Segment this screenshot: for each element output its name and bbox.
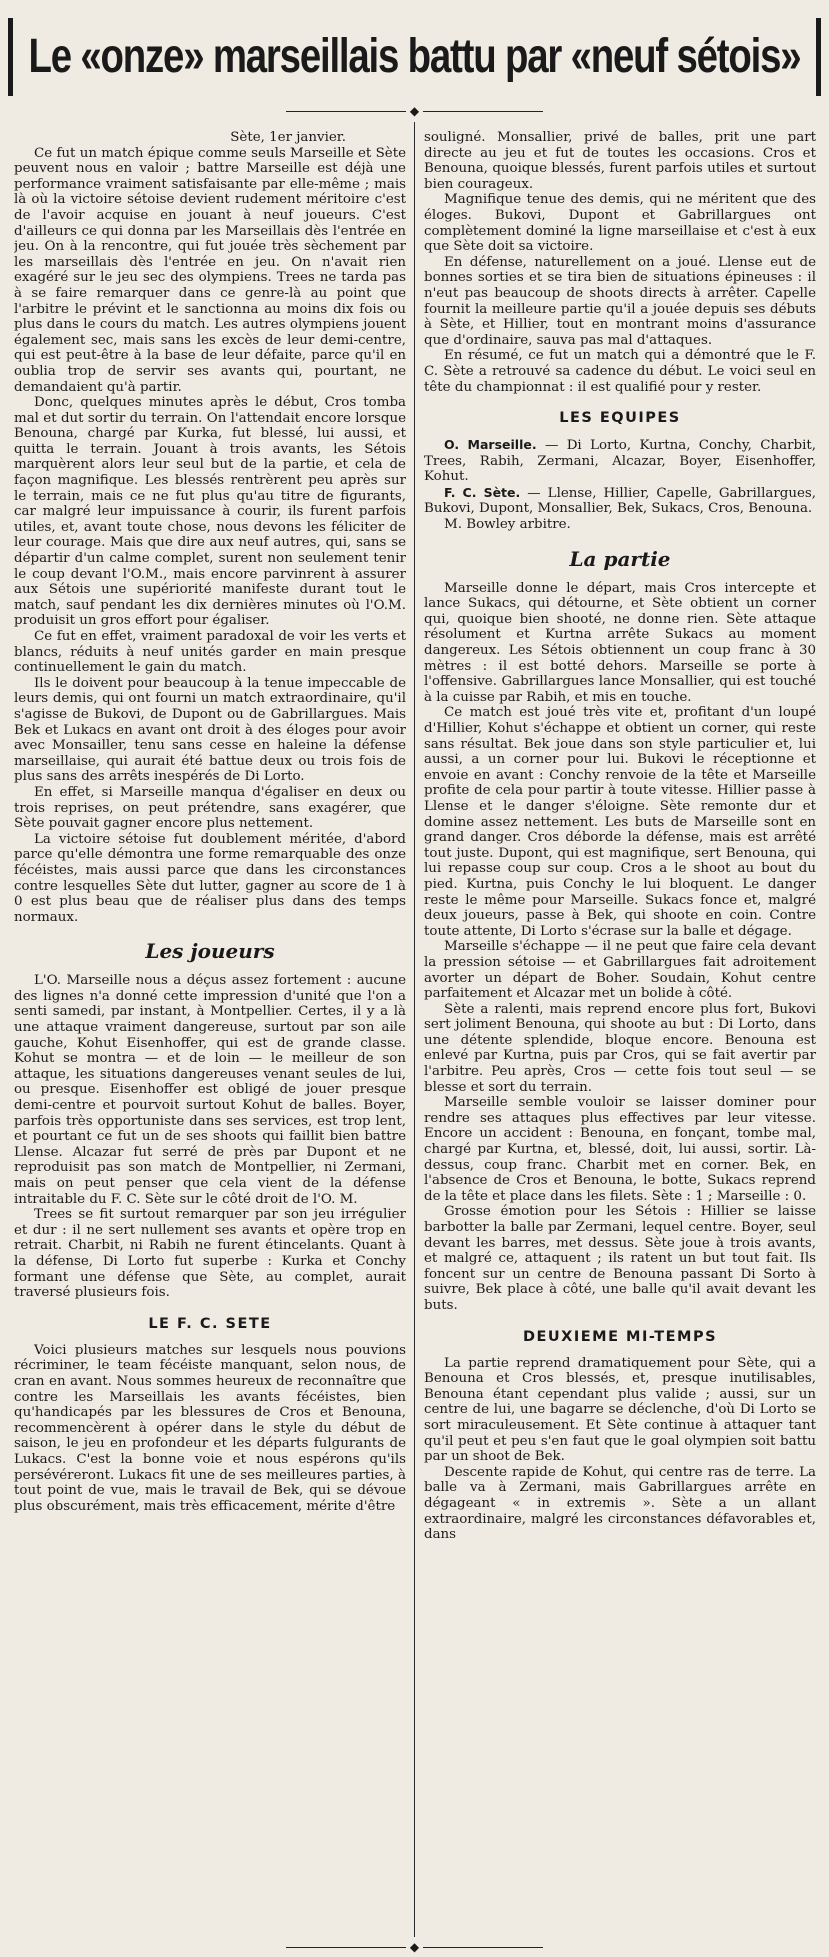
right-column bbox=[424, 130, 816, 1937]
ornament-diamond-icon: ◆ bbox=[409, 1940, 420, 1954]
section-heading-fc-sete: LE F. C. SETE bbox=[148, 1315, 272, 1332]
paragraph: Voici plusieurs matches sur lesquels nous pouvions récriminer, le team fécéiste manquant, selon nous, de cran en avant. Nous sommes heureux de reconnaître que contre les Marseillais les avants fécéistes, bien qu'handicapés par les blessures de Cros et Benouna, recommencèrent à opérer dans le style du début de saison, le jeu en profondeur et les départs fulgurants de Lukacs. C'est la bonne voie et nous espérons qu'ils persévéreront. Lukacs fit une de ses meilleures parties, à tout point de vue, mais le travail de Bek, qui se dévoue plus obscurément, mais très efficacement, mérite d'être bbox=[14, 1342, 406, 1514]
paragraph: Ce fut en effet, vraiment paradoxal de voir les verts et blancs, réduits à neuf unités garder en main presque continuellement le gain du match. bbox=[14, 629, 406, 676]
paragraph: Donc, quelques minutes après le début, Cros tomba mal et dut sortir du terrain. On l'attendait encore lorsque Benouna, chargé par Kurka, fut blessé, lui aussi, et quitta le terrain. Jouant à trois avants, les Sétois marquèrent alors leur seul but de la partie, et cela de façon magnifique. Les blessés rentrèrent peu après sur le terrain, mais ce ne fut plus qu'au titre de figurants, car malgré leur impuissance à courir, ils furent parfois utiles, et, avant toute chose, nous devons les féliciter de leur courage. Mais que dire aux neuf autres, qui, sans se départir d'un calme complet, surent non seulement tenir le coup devant l'O.M., mais encore parvinrent à assurer aux Sétois une supériorité manifeste durant tout le match, sauf pendant les dix dernières minutes où l'O.M. produisit un gros effort pour égaliser. bbox=[14, 395, 406, 629]
footer-ornament bbox=[0, 1940, 829, 1954]
paragraph: En effet, si Marseille manqua d'égaliser en deux ou trois reprises, on peut prétendre, sans exagérer, que Sète pouvait gagner encore plus nettement. bbox=[14, 784, 406, 832]
paragraph: Descente rapide de Kohut, qui centre ras de terre. La balle va à Zermani, mais Gabrillargues arrête en dégageant « in extremis ». Sète a un allant extraordinaire, malgré les circonstances défavorables et, dans bbox=[424, 1464, 816, 1543]
ornament-rule bbox=[423, 1947, 543, 1948]
team-lineup-sete bbox=[424, 485, 816, 517]
paragraph: La partie reprend dramatiquement pour Sète, qui a Benouna et Cros blessés, et, presque inutilisables, Benouna étant cependant plus valide ; aussi, sur un centre de lui, une bagarre se déclenche, d'où Di Lorto se sort miraculeusement. Et Sète continue à attaquer tant qu'il peut et peu s'en faut que le goal olympien soit battu par un shoot de Bek. bbox=[424, 1355, 816, 1465]
paragraph: En défense, naturellement on a joué. Llense eut de bonnes sorties et se tira bien de situations épineuses : il n'eut pas beaucoup de shoots directs à arrêter. Capelle fournit la meilleure partie qu'il a jouée depuis ses débuts à Sète, et Hillier, tout en montrant moins d'assurance que d'ordinaire, sauva pas mal d'attaques. bbox=[424, 254, 816, 348]
team-lineup-marseille bbox=[424, 437, 816, 485]
section-heading-deuxieme-mi-temps: DEUXIEME MI-TEMPS bbox=[522, 1328, 718, 1345]
column-divider bbox=[414, 122, 415, 1937]
ornament-rule bbox=[286, 111, 406, 112]
section-heading-equipes: LES EQUIPES bbox=[559, 410, 681, 427]
team-players: — Llense, Hillier, Capelle, Gabrillargues, Bukovi, Dupont, Monsallier, Bek, Sukacs, Cros, Benouna. bbox=[424, 485, 816, 517]
paragraph: Grosse émotion pour les Sétois : Hillier se laisse barbotter la balle par Zermani, lequel centre. Boyer, seul devant les barres, met dessus. Sète joue à trois avants, et malgré ce, attaquent ; ils ratent un but tout fait. Ils foncent sur un centre de Benouna passant Di Sorto à suivre, Bek place à côté, une balle qu'il avait devant les buts. bbox=[424, 1204, 816, 1313]
paragraph: Ils le doivent pour beaucoup à la tenue impeccable de leurs demis, qui ont fourni un match extraordinaire, qu'il s'agisse de Bukovi, de Dupont ou de Gabrillargues. Mais Bek et Lukacs en avant ont droit à des éloges pour avoir avec Monsailler, tenu sans cesse en haleine la défense marseillaise, qui aurait été battue deux ou trois fois de plus sans des arrêts inespérés de Di Lorto. bbox=[14, 675, 406, 785]
section-heading-joueurs: Les joueurs bbox=[145, 939, 275, 964]
paragraph: Sète a ralenti, mais reprend encore plus fort, Bukovi sert joliment Benouna, qui shoote au but : Di Lorto, dans une détente splendide, bloque encore. Benouna est enlevé par Kurtna, puis par Cros, qui se fait avertir par l'arbitre. Peu après, Cros — cette fois tout seul — se blesse et sort du terrain. bbox=[424, 1001, 816, 1095]
title-ornament bbox=[0, 104, 829, 118]
team-name: F. C. Sète. bbox=[444, 484, 521, 500]
paragraph: L'O. Marseille nous a déçus assez fortement : aucune des lignes n'a donné cette impression d'unité que l'on a senti samedi, par instant, à Montpellier. Certes, il y a là une attaque vraiment dangereuse, surtout par son aile gauche, Kohut Eisenhoffer, qui est de grande classe. Kohut se montra — et de loin — le meilleur de son attaque, les situations dangereuses venant seules de lui, ou presque. Eisenhoffer est obligé de jouer presque demi-centre et pourvoit surtout Kohut de balles. Boyer, parfois très opportuniste dans ses services, est trop lent, et pourtant ce fut un de ses shoots qui faillit bien battre Llense. Alcazar fut serré de près par Dupont et ne reproduisit pas son match de Montpellier, ni Zermani, mais on peut penser que cela vient de la défense intraitable du F. C. Sète sur le côté droit de l'O. M. bbox=[14, 973, 406, 1207]
team-name: O. Marseille. bbox=[444, 437, 537, 453]
paragraph: Trees se fit surtout remarquer par son jeu irrégulier et dur : il ne sert nullement ses avants et opère trop en retrait. Charbit, ni Rabih ne furent étincelants. Quant à la défense, Di Lorto fut superbe : Kurka et Conchy formant une défense que Sète, au complet, aurait traversé plusieurs fois. bbox=[14, 1207, 406, 1301]
paragraph: Marseille s'échappe — il ne peut que faire cela devant la pression sétoise — et Gabrillargues fait adroitement avorter un départ de Boher. Soudain, Kohut centre parfaitement et Alcazar met un bolide à côté. bbox=[424, 939, 816, 1002]
referee-line: M. Bowley arbitre. bbox=[444, 517, 571, 533]
section-heading-partie: La partie bbox=[569, 546, 671, 571]
left-column bbox=[14, 130, 406, 1937]
paragraph: Magnifique tenue des demis, qui ne méritent que des éloges. Bukovi, Dupont et Gabrillargues ont complètement dominé la ligne marseillaise et c'est à eux que Sète doit sa victoire. bbox=[424, 192, 816, 255]
ornament-rule bbox=[286, 1947, 406, 1948]
headline-frame bbox=[8, 18, 821, 96]
team-players: — Di Lorto, Kurtna, Conchy, Charbit, Trees, Rabih, Zermani, Alcazar, Boyer, Eisenhoffer, Kohut. bbox=[424, 438, 816, 485]
paragraph: La victoire sétoise fut doublement méritée, d'abord parce qu'elle démontra une forme remarquable des onze fécéistes, mais aussi parce que dans les circonstances contre lesquelles Sète dut lutter, gagner au score de 1 à 0 est plus beau que de réaliser plus dans des temps normaux. bbox=[14, 831, 406, 925]
paragraph: Ce fut un match épique comme seuls Marseille et Sète peuvent nous en valoir ; battre Marseille est déjà une performance vraiment satisfaisante par elle-même ; mais là où la victoire sétoise devient rudement méritoire c'est de l'avoir acquise en jouant à neuf joueurs. C'est d'ailleurs ce qui donna par les Marseillais dès l'entrée en jeu. On à la rencontre, qui fut jouée très sèchement par les marseillais dès l'entrée en jeu. On n'avait rien exagéré sur le jeu sec des olympiens. Trees ne tarda pas à se faire remarquer dans ce genre-là au point que l'arbitre le prévint et le sanctionna au moins dix fois ou plus dans le cours du match. Les autres olympiens jouent également sec, mais sans les excès de leur demi-centre, qui est peut-être à la base de leur défaite, parce qu'il en oublia trop de servir ses avants qui, pourtant, ne demandaient qu'à partir. bbox=[14, 145, 406, 395]
paragraph: Marseille semble vouloir se laisser dominer pour rendre ses attaques plus effectives par leur vitesse. Encore un accident : Benouna, en fonçant, tombe mal, chargé par Kurtna, et, blessé, doit, lui aussi, sortir. Là-dessus, coup franc. Charbit met en corner. Bek, en l'absence de Cros et Benouna, le botte, Sukacs reprend de la tête et place dans les filets. Sète : 1 ; Marseille : 0. bbox=[424, 1095, 816, 1204]
ornament-diamond-icon: ◆ bbox=[409, 104, 420, 118]
headline: Le «onze» marseillais battu par «neuf sétois» bbox=[28, 30, 801, 83]
paragraph: En résumé, ce fut un match qui a démontré que le F. C. Sète a retrouvé sa cadence du début. Le voici seul en tête du championnat : il est qualifié pour y rester. bbox=[424, 348, 816, 395]
paragraph: souligné. Monsallier, privé de balles, prit une part directe au jeu et fut de toutes les occasions. Cros et Benouna, quoique blessés, furent parfois utiles et surtout bien courageux. bbox=[424, 130, 816, 192]
paragraph: Ce match est joué très vite et, profitant d'un loupé d'Hillier, Kohut s'échappe et obtient un corner, qui reste sans résultat. Bek joue dans son style particulier et, lui aussi, a un corner pour lui. Bukovi le réceptionne et envoie en avant : Conchy renvoie de la tête et Marseille profite de cela pour partir à toute vitesse. Hillier passe à Llense et le danger s'éloigne. Sète remonte dur et domine assez nettement. Les buts de Marseille sont en grand danger. Cros déborde la défense, mais est arrêté tout juste. Dupont, qui est magnifique, sert Benouna, qui lui repasse coup sur coup. Cros a le shoot au bout du pied. Kurtna, puis Conchy le lui bloquent. Le danger reste le même pour Marseille. Sukacs fonce et, malgré deux joueurs, passe à Bek, qui shoote en coin. Contre toute attente, Di Lorto s'écrase sur la balle et dégage. bbox=[424, 705, 816, 939]
paragraph: Marseille donne le départ, mais Cros intercepte et lance Sukacs, qui détourne, et Sète obtient un corner qui, quoique bien shooté, ne donne rien. Sète attaque résolument et Kurtna arrête Sukacs au moment dangereux. Les Sétois obtiennent un coup franc à 30 mètres : il est botté dehors. Marseille se porte à l'offensive. Gabrillargues lance Monsallier, qui est touché à la cuisse par Rabih, et mis en touche. bbox=[424, 580, 816, 705]
dateline: Sète, 1er janvier. bbox=[230, 130, 346, 145]
ornament-rule bbox=[423, 111, 543, 112]
